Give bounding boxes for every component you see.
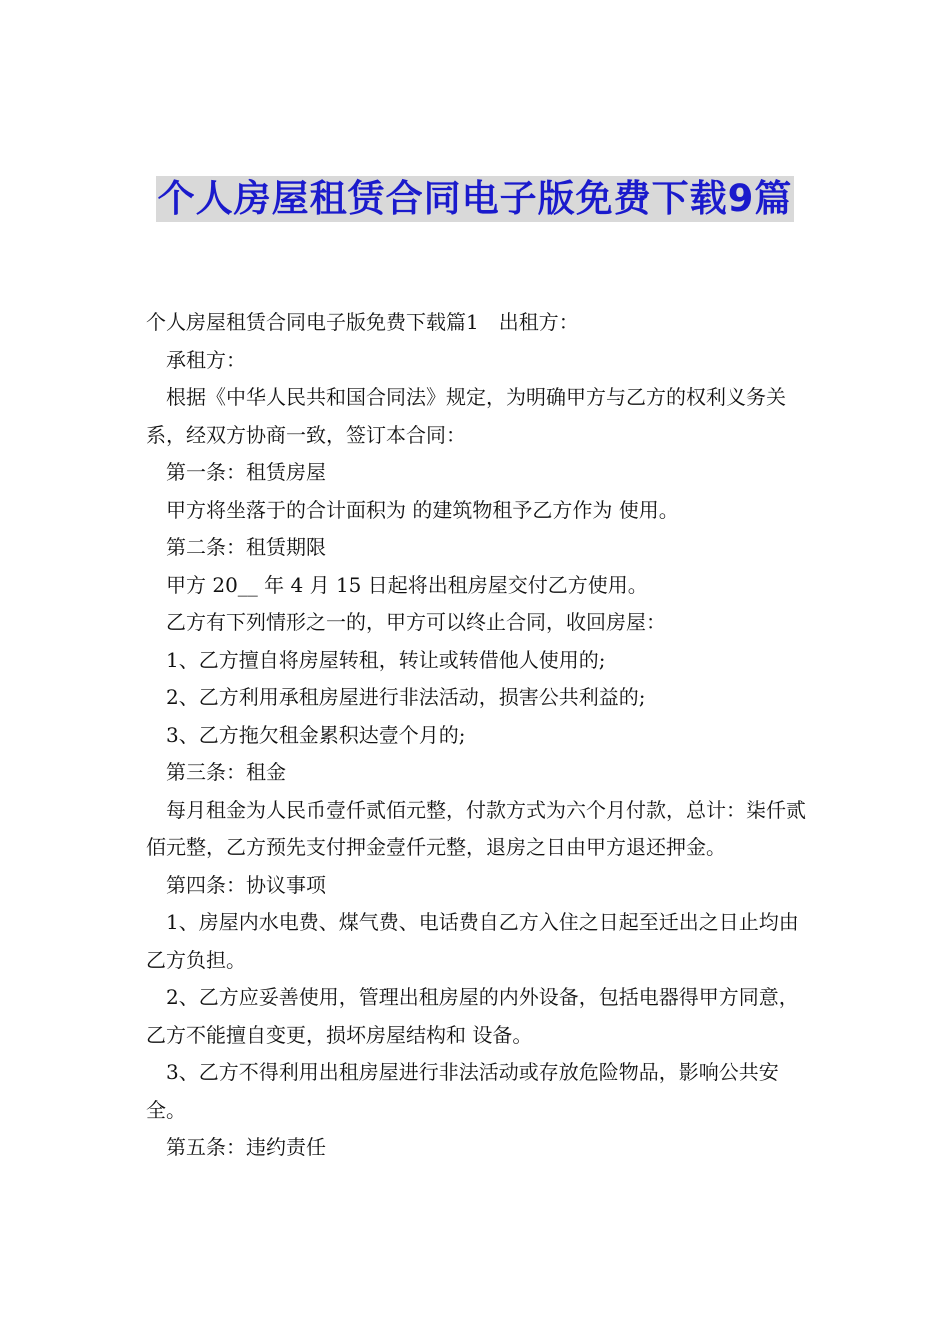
document-title: 个人房屋租赁合同电子版免费下载9篇 (157, 177, 793, 220)
document-body (146, 304, 812, 1167)
article-2-body: 甲方 20__ 年 4 月 15 日起将出租房屋交付乙方使用。 (166, 572, 648, 597)
article-5-heading: 第五条：违约责任 (166, 1135, 326, 1159)
article-3-heading: 第三条：租金 (166, 760, 286, 784)
article-2-item-2: 2、乙方利用承租房屋进行非法活动，损害公共利益的; (166, 685, 646, 709)
paragraph-lessee: 承租方： (166, 347, 246, 372)
paragraph-preamble: 根据《中华人民共和国合同法》规定，为明确甲方与乙方的权利义务关系，经双方协商一致，签订本合同： (146, 385, 786, 447)
article-1-heading: 第一条：租赁房屋 (166, 460, 326, 484)
article-4-heading: 第四条：协议事项 (166, 872, 326, 897)
title-wrapper (0, 176, 950, 222)
article-4-item-1: 1、房屋内水电费、煤气费、电话费自乙方入住之日起至迁出之日止均由 乙方负担。 (146, 910, 799, 972)
article-4-item-2: 2、乙方应妥善使用，管理出租房屋的内外设备，包括电器得甲方同意，乙方不能擅自变更，损坏房屋结构和 设备。 (146, 985, 799, 1047)
article-4-item-3: 3、乙方不得利用出租房屋进行非法活动或存放危险物品，影响公共安全。 (146, 1060, 779, 1122)
article-1-body: 甲方将坐落于的合计面积为 的建筑物租予乙方作为 使用。 (166, 497, 679, 522)
article-2-item-3: 3、乙方拖欠租金累积达壹个月的; (166, 722, 466, 747)
paragraph-heading-lessor: 个人房屋租赁合同电子版免费下载篇1 出租方： (146, 310, 579, 334)
article-2-heading: 第二条：租赁期限 (166, 535, 326, 559)
article-3-body: 每月租金为人民币壹仟贰佰元整，付款方式为六个月付款，总计：柒仟贰佰元整，乙方预先支付押金壹仟元整，退房之日由甲方退还押金。 (146, 797, 806, 859)
article-2-termination: 乙方有下列情形之一的，甲方可以终止合同，收回房屋： (166, 610, 666, 634)
article-2-item-1: 1、乙方擅自将房屋转租，转让或转借他人使用的; (166, 647, 606, 672)
